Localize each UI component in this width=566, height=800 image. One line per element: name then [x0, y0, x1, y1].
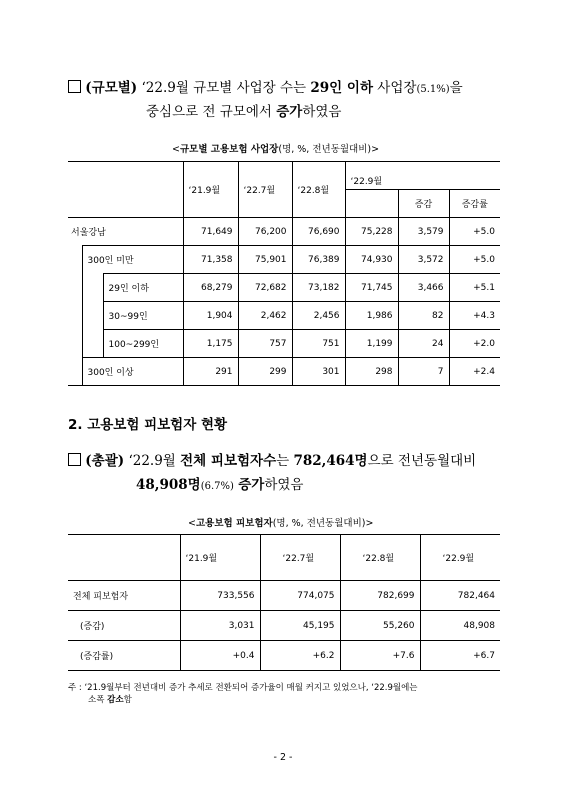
checkbox-square-icon — [68, 80, 81, 93]
cell: 71,358 — [183, 246, 238, 274]
indent-spacer — [82, 274, 103, 358]
cell: 74,930 — [345, 246, 398, 274]
row-label: 서울강남 — [68, 218, 183, 246]
row-label: 30~99인 — [103, 302, 183, 330]
cell: 75,228 — [345, 218, 398, 246]
footnote-emphasis: 감소 — [107, 695, 124, 705]
table-row — [68, 358, 500, 386]
cell: 76,389 — [292, 246, 345, 274]
cell: 72,682 — [238, 274, 292, 302]
table2-caption-units: (명, %, 전년동월대비)> — [272, 518, 374, 529]
cell: 299 — [238, 358, 292, 386]
table1-header: ‘22.9월 — [350, 177, 383, 187]
table1 — [68, 161, 500, 386]
checkbox-square-icon — [68, 453, 81, 466]
row-label: 전체 피보험자 — [68, 581, 180, 611]
section1-percent: (5.1%) — [416, 84, 450, 95]
cell: +6.7 — [473, 650, 495, 661]
section2-text-c: 으로 전년동월대비 — [367, 453, 477, 469]
section2-line2 — [136, 473, 303, 493]
cell: 757 — [238, 330, 292, 358]
cell: 82 — [398, 302, 449, 330]
section1-text-c: 을 — [449, 80, 463, 96]
cell: 2,462 — [238, 302, 292, 330]
table-row — [68, 274, 500, 302]
row-label: 300인 미만 — [82, 246, 183, 274]
footnote-line2-end: 함 — [123, 695, 132, 705]
cell: +6.2 — [260, 641, 340, 671]
section2-text-b: 는 — [276, 453, 294, 469]
row-label: 29인 이하 — [103, 274, 183, 302]
table1-header: ‘21.9월 — [183, 162, 238, 218]
cell: 45,195 — [260, 611, 340, 641]
table2-header: ‘21.9월 — [180, 535, 260, 581]
cell: 76,690 — [292, 218, 345, 246]
table1-caption-title: 규모별 고용보험 사업장 — [179, 144, 279, 155]
section2-percent: (6.7%) — [200, 481, 234, 492]
footnote — [68, 682, 508, 706]
section1-emphasis: 29인 이하 — [310, 80, 374, 96]
table-row — [68, 330, 500, 358]
table2-header: ‘22.7월 — [260, 535, 340, 581]
cell: 7 — [398, 358, 449, 386]
table1-corner — [68, 162, 183, 218]
cell: 291 — [183, 358, 238, 386]
table2-corner — [68, 535, 180, 581]
row-label: (증감) — [68, 611, 180, 641]
cell: 1,199 — [345, 330, 398, 358]
table-row — [68, 641, 500, 671]
table1-caption — [172, 141, 379, 155]
table-row — [68, 611, 500, 641]
cell: +2.0 — [449, 330, 500, 358]
footnote-text: ‘21.9월부터 전년대비 증가 추세로 전환되어 증가율이 매월 커지고 있었으나, ‘22.9월에는 — [84, 683, 418, 693]
table-row — [68, 246, 500, 274]
footnote-line2-text: 소폭 — [88, 695, 108, 705]
section2-tag: (총괄) — [85, 453, 125, 469]
cell: 55,260 — [340, 611, 420, 641]
cell: 298 — [345, 358, 398, 386]
cell: 68,279 — [183, 274, 238, 302]
table-row — [68, 302, 500, 330]
cell: 2,456 — [292, 302, 345, 330]
cell: 3,579 — [398, 218, 449, 246]
table2-caption-open: < — [188, 518, 196, 529]
footnote-prefix: 주 : — [68, 683, 85, 693]
cell: 782,699 — [340, 581, 420, 611]
table2-header: ‘22.9월 — [442, 554, 475, 564]
cell: +5.0 — [473, 226, 495, 237]
section1-line2-emphasis: 증가 — [276, 104, 303, 120]
section1-tag: (규모별) — [85, 80, 138, 96]
page-number: - 2 - — [273, 752, 293, 763]
section2-change: 48,908명 — [136, 477, 201, 493]
cell: +5.1 — [449, 274, 500, 302]
cell: 48,908 — [463, 620, 495, 631]
section2-line2-text: 하였음 — [264, 477, 304, 493]
table1-header: 증감 — [398, 190, 449, 218]
footnote-line2 — [68, 694, 508, 706]
cell: 774,075 — [260, 581, 340, 611]
table-row — [68, 218, 500, 246]
table1-caption-units: (명, %, 전년동월대비)> — [278, 144, 380, 155]
cell: 751 — [292, 330, 345, 358]
cell: 1,904 — [183, 302, 238, 330]
section2-heading: 2. 고용보험 피보험자 현황 — [68, 417, 228, 433]
cell: 782,464 — [457, 590, 495, 601]
section1-line1 — [68, 76, 463, 96]
table-row — [68, 581, 500, 611]
cell: +0.4 — [180, 641, 260, 671]
table2-caption — [188, 515, 373, 529]
cell: 24 — [398, 330, 449, 358]
row-label: 100~299인 — [103, 330, 183, 358]
cell: 3,031 — [180, 611, 260, 641]
footnote-line1 — [68, 682, 508, 694]
cell: 3,466 — [398, 274, 449, 302]
section1-text: ‘22.9월 규모별 사업장 수는 — [137, 80, 311, 96]
row-label: (증감률) — [68, 641, 180, 671]
table1-header: ‘22.8월 — [292, 162, 345, 218]
section1-line2-text: 중심으로 전 규모에서 — [146, 104, 277, 120]
section2-line1 — [68, 449, 476, 469]
section2-emphasis: 전체 피보험자수 — [180, 453, 277, 469]
cell: +2.4 — [449, 358, 500, 386]
cell: 1,986 — [345, 302, 398, 330]
cell: +4.3 — [449, 302, 500, 330]
cell: +7.6 — [340, 641, 420, 671]
table2 — [68, 534, 500, 671]
cell: 301 — [292, 358, 345, 386]
cell: 75,901 — [238, 246, 292, 274]
table1-header: 증감률 — [449, 190, 500, 218]
row-label: 300인 이상 — [82, 358, 183, 386]
table2-header: ‘22.8월 — [340, 535, 420, 581]
section2-line2-emphasis: 증가 — [238, 477, 265, 493]
table1-header: ‘22.7월 — [238, 162, 292, 218]
cell: 76,200 — [238, 218, 292, 246]
cell: +5.0 — [449, 246, 500, 274]
section1-line2 — [146, 100, 341, 120]
cell: 733,556 — [180, 581, 260, 611]
table1-caption-open: < — [172, 144, 180, 155]
cell: 3,572 — [398, 246, 449, 274]
cell: 71,745 — [345, 274, 398, 302]
table2-caption-title: 고용보험 피보험자 — [195, 518, 273, 529]
section1-line2-text-b: 하였음 — [302, 104, 342, 120]
cell: 73,182 — [292, 274, 345, 302]
cell: 71,649 — [183, 218, 238, 246]
section2-text: ‘22.9월 — [124, 453, 181, 469]
table1-header-spacer — [345, 190, 398, 218]
section1-text-b: 사업장 — [373, 80, 417, 96]
section2-total: 782,464명 — [293, 453, 368, 469]
cell: 1,175 — [183, 330, 238, 358]
indent-spacer — [68, 246, 82, 386]
